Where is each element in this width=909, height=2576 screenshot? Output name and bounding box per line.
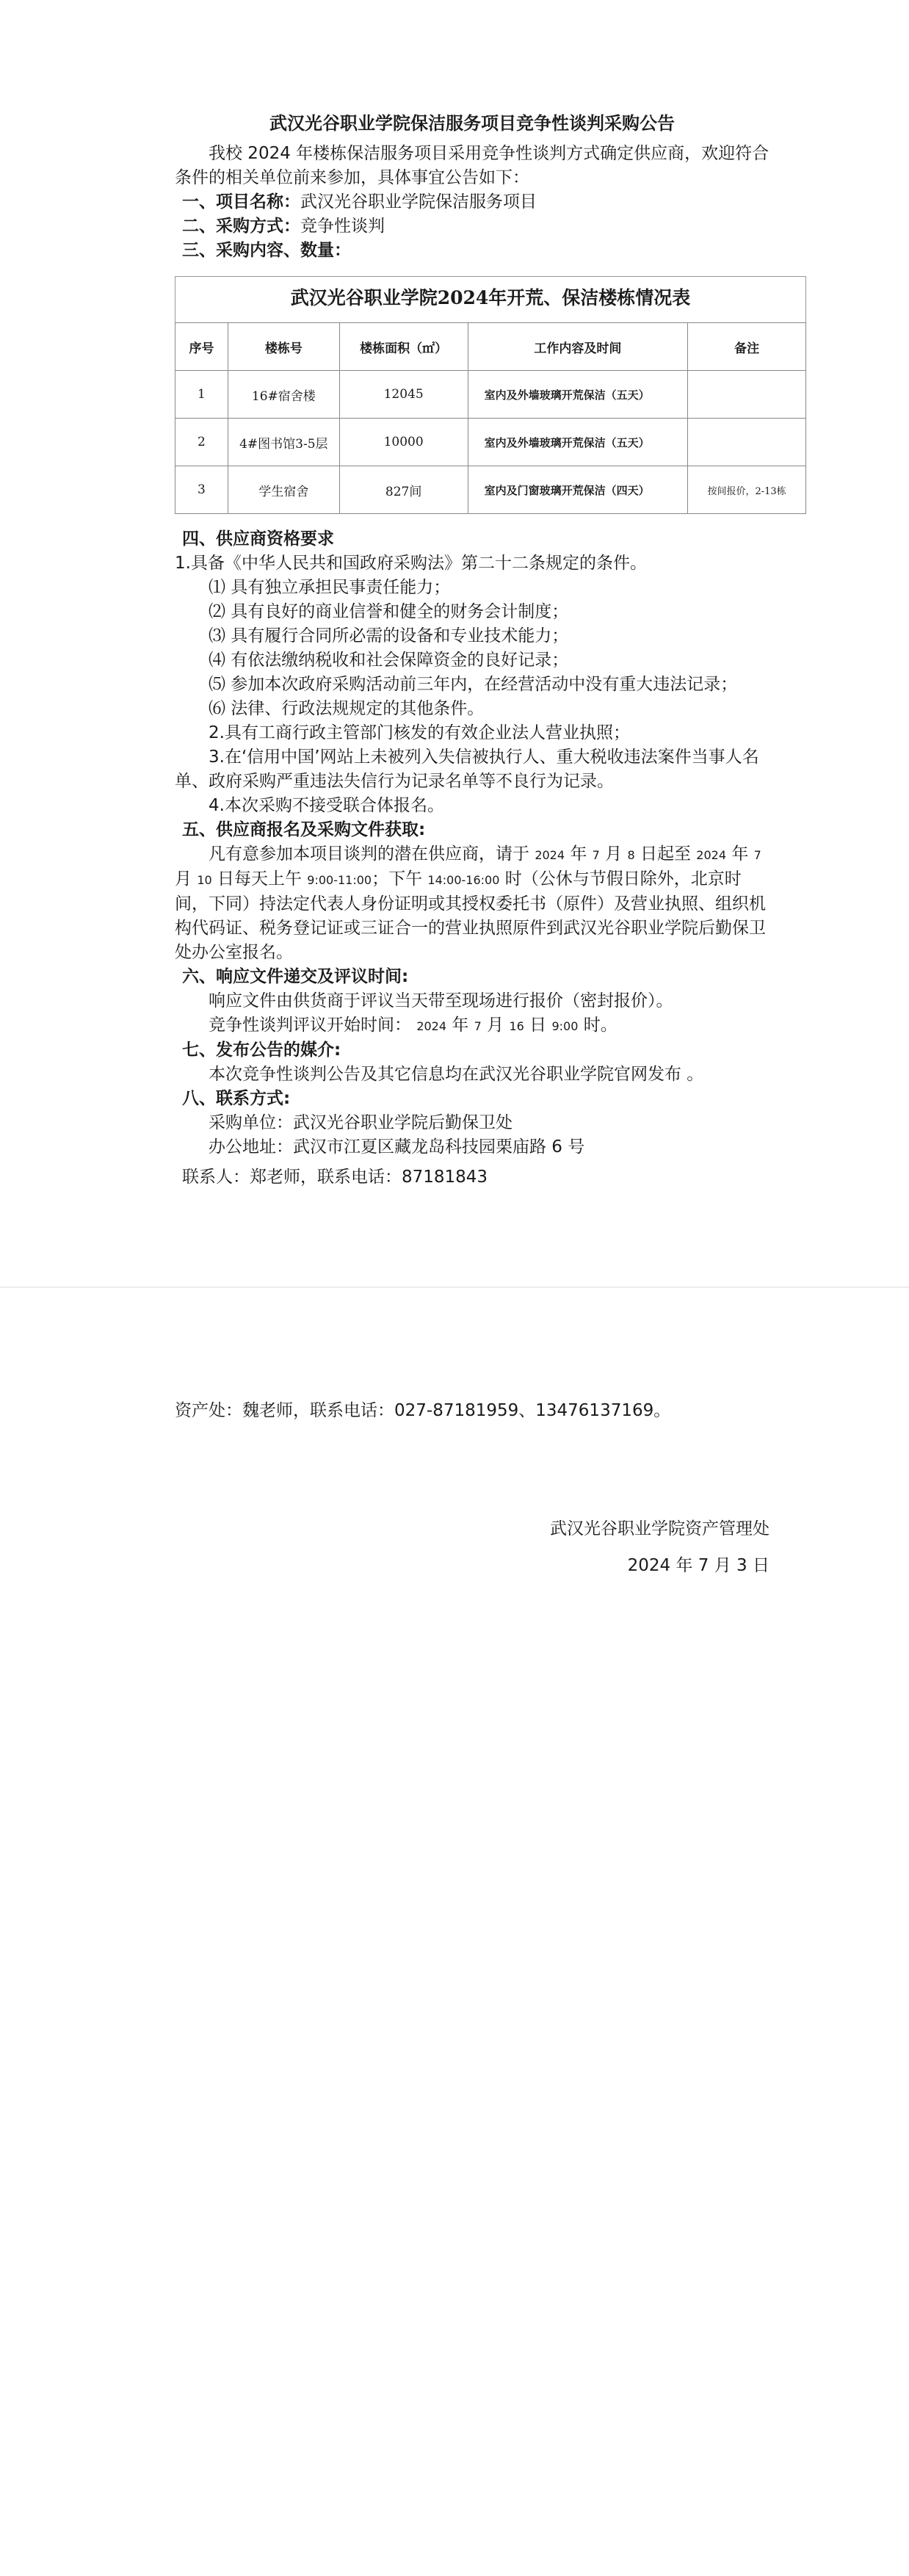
- document-title: 武汉光谷职业学院保洁服务项目竞争性谈判采购公告: [269, 113, 675, 134]
- date-value: 2024: [696, 848, 726, 862]
- table-header-row: [175, 323, 806, 371]
- table-cell: 827间: [339, 466, 468, 514]
- page-2: [0, 1287, 909, 2576]
- qualification-1: 1.具备《中华人民共和国政府采购法》第二十二条规定的条件。: [175, 554, 647, 573]
- section-4-heading: 四、供应商资格要求: [182, 529, 334, 549]
- section-1-value: 武汉光谷职业学院保洁服务项目: [300, 192, 537, 211]
- asset-office-contact: 资产处：魏老师，联系电话：027-87181959、13476137169。: [175, 1401, 671, 1420]
- text-run: 日每天上午: [217, 869, 302, 889]
- table-header: 序号: [175, 323, 228, 371]
- section-2: [175, 214, 769, 239]
- section-1-heading: 一、项目名称：: [182, 192, 300, 211]
- section-6-line-2: [175, 1013, 769, 1038]
- table-cell: 4#图书馆3-5层: [228, 419, 339, 466]
- table-cell: [688, 419, 806, 466]
- text-run: 月: [487, 1016, 504, 1035]
- table-header: 工作内容及时间: [468, 323, 688, 371]
- building-table: [175, 276, 806, 514]
- table-row: [175, 371, 806, 419]
- date-value: 7: [474, 1019, 482, 1033]
- contact-person: 联系人：郑老师，联系电话：87181843: [182, 1168, 488, 1187]
- table: [175, 322, 806, 514]
- contact-address: 办公地址：武汉市江夏区藏龙岛科技园栗庙路 6 号: [209, 1137, 585, 1157]
- text-run: 竞争性谈判评议开始时间：: [209, 1016, 411, 1035]
- date-value: 2024: [535, 848, 565, 862]
- qualification-item: ⑷ 有依法缴纳税收和社会保障资金的良好记录；: [209, 651, 569, 670]
- table-row: [175, 466, 806, 514]
- table-header: 楼栋面积（㎡）: [339, 323, 468, 371]
- table-row: [175, 419, 806, 466]
- table-header: 楼栋号: [228, 323, 339, 371]
- text-run: 日: [529, 1016, 547, 1035]
- signature-organization: 武汉光谷职业学院资产管理处: [550, 1519, 769, 1538]
- table-cell: [688, 371, 806, 419]
- section-2-value: 竞争性谈判: [300, 217, 385, 236]
- table-cell: 12045: [339, 371, 468, 419]
- date-value: 2024: [416, 1019, 447, 1033]
- table-cell: 学生宿舍: [228, 466, 339, 514]
- table-cell: 1: [175, 371, 228, 419]
- section-2-heading: 二、采购方式：: [182, 217, 300, 236]
- qualification-3: 3.在‘信用中国’网站上未被列入失信被执行人、重大税收违法案件当事人名单、政府采购严重违法失信行为记录名单等不良行为记录。: [175, 748, 759, 791]
- text-run: 时（公休与节假日除外，北京时间，下同）持法定代表人身份证明或其授权委托书（原件）及营业执照、组织机构代码证、税务登记证或三证合一的营业执照原件到武汉光谷职业学院后勤保卫处办公室报名。: [175, 869, 766, 962]
- table-cell: 10000: [339, 419, 468, 466]
- table-title: 武汉光谷职业学院2024年开荒、保洁楼栋情况表: [175, 276, 806, 322]
- qualification-item: ⑵ 具有良好的商业信誉和健全的财务会计制度；: [209, 602, 569, 621]
- qualification-4: 4.本次采购不接受联合体报名。: [209, 796, 444, 815]
- text-run: 年: [452, 1016, 469, 1035]
- table-cell: 室内及外墙玻璃开荒保洁（五天）: [468, 371, 688, 419]
- table-header: 备注: [688, 323, 806, 371]
- section-6-line-1: 响应文件由供货商于评议当天带至现场进行报价（密封报价）。: [209, 991, 673, 1010]
- text-run: 日起至: [640, 844, 691, 864]
- text-run: 年: [570, 844, 587, 864]
- section-8-heading: 八、联系方式:: [182, 1089, 291, 1108]
- section-1: [175, 190, 769, 214]
- qualification-2: 2.具有工商行政主管部门核发的有效企业法人营业执照；: [209, 723, 630, 742]
- text-run: 月: [175, 869, 192, 889]
- section-7-value: 本次竞争性谈判公告及其它信息均在武汉光谷职业学院官网发布 。: [209, 1065, 704, 1084]
- section-5-paragraph: [175, 842, 769, 965]
- text-run: 月: [605, 844, 623, 864]
- time-value: 14:00-16:00: [427, 873, 500, 887]
- qualification-item: ⑴ 具有独立承担民事责任能力；: [209, 578, 451, 597]
- date-value: 7: [592, 848, 600, 862]
- table-cell: 室内及门窗玻璃开荒保洁（四天）: [468, 466, 688, 514]
- intro-paragraph: 我校 2024 年楼栋保洁服务项目采用竞争性谈判方式确定供应商，欢迎符合条件的相关单位前来参加，具体事宜公告如下：: [175, 144, 769, 187]
- date-value: 10: [197, 873, 212, 887]
- section-3-heading: 三、采购内容、数量：: [182, 241, 351, 260]
- time-value: 9:00-11:00: [307, 873, 372, 887]
- announcement-body: [175, 109, 786, 1190]
- contact-unit: 采购单位：武汉光谷职业学院后勤保卫处: [209, 1113, 513, 1132]
- date-value: 16: [509, 1019, 524, 1033]
- date-value: 7: [753, 848, 761, 862]
- table-cell: 室内及外墙玻璃开荒保洁（五天）: [468, 419, 688, 466]
- section-5-heading: 五、供应商报名及采购文件获取:: [182, 820, 426, 839]
- time-value: 9:00: [551, 1019, 579, 1033]
- text-run: 凡有意参加本项目谈判的潜在供应商，请于: [209, 844, 529, 864]
- qualification-item: ⑶ 具有履行合同所必需的设备和专业技术能力；: [209, 626, 569, 645]
- section-7-heading: 七、发布公告的媒介:: [182, 1041, 341, 1060]
- page-1: [0, 0, 909, 1281]
- signature-date: 2024 年 7 月 3 日: [627, 1556, 769, 1575]
- table-cell: 2: [175, 419, 228, 466]
- date-value: 8: [627, 848, 635, 862]
- qualification-item: ⑹ 法律、行政法规规定的其他条件。: [209, 699, 485, 718]
- text-run: ；下午: [372, 869, 423, 889]
- qualification-item: ⑸ 参加本次政府采购活动前三年内，在经营活动中没有重大违法记录；: [209, 675, 738, 694]
- table-cell: 按间报价，2-13栋: [688, 466, 806, 514]
- text-run: 年: [731, 844, 749, 864]
- table-cell: 16#宿舍楼: [228, 371, 339, 419]
- text-run: 时。: [583, 1016, 618, 1035]
- table-cell: 3: [175, 466, 228, 514]
- section-6-heading: 六、响应文件递交及评议时间:: [182, 967, 409, 986]
